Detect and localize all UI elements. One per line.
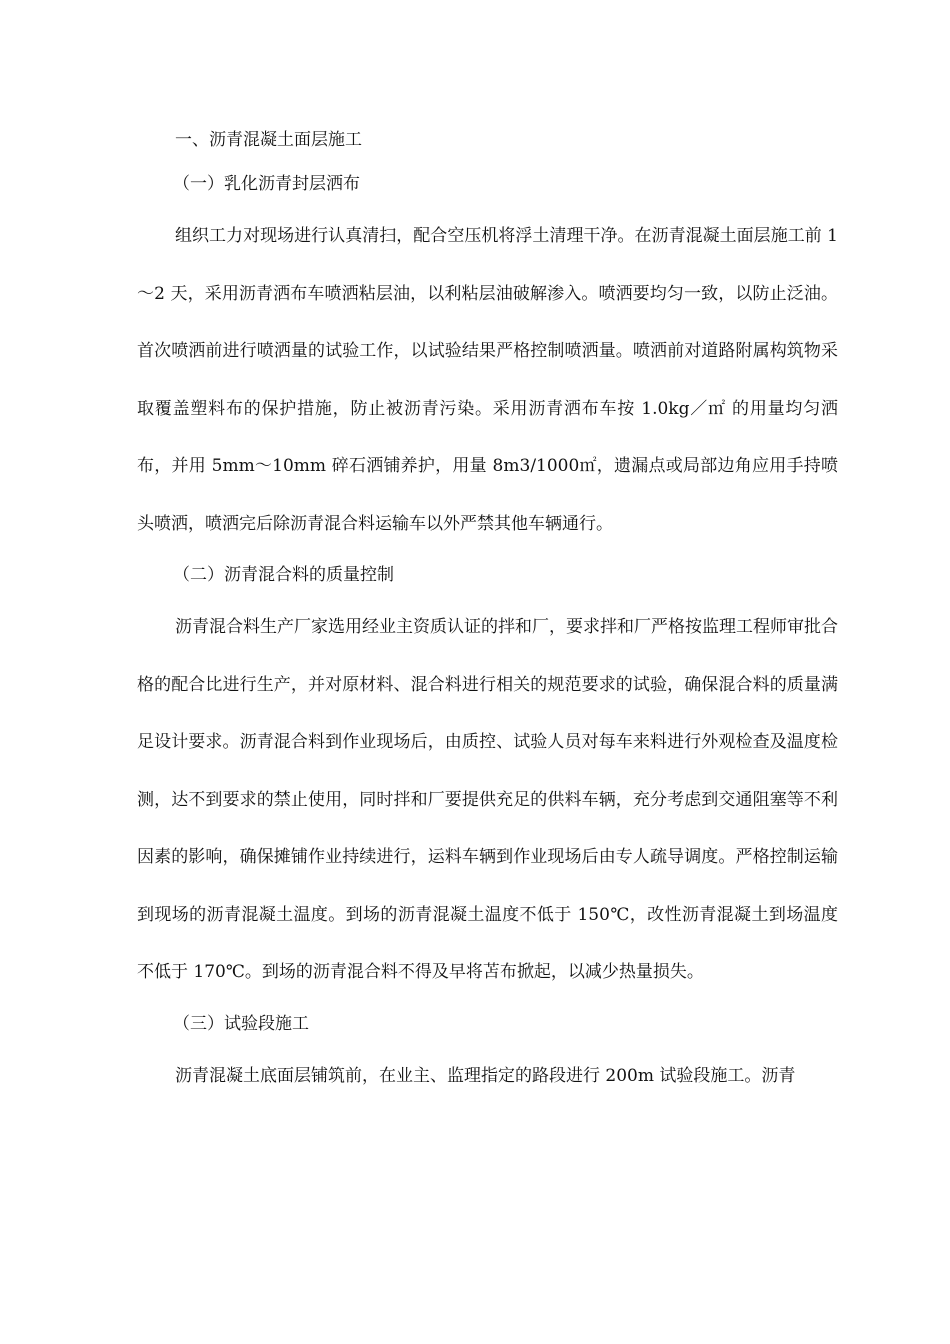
- section-heading-3: （三）试验段施工: [173, 1013, 309, 1034]
- document-page: [137, 118, 838, 1105]
- document-title: 一、沥青混凝土面层施工: [175, 130, 362, 150]
- section-paragraph-3: 沥青混凝土底面层铺筑前，在业主、监理指定的路段进行 200m 试验段施工。沥青: [175, 1065, 796, 1086]
- section-paragraph-1: 组织工力对现场进行认真清扫，配合空压机将浮土清理干净。在沥青混凝土面层施工前 1～2 天，采用沥青洒布车喷洒粘层油，以利粘层油破解渗入。喷洒要均匀一致，以防止泛油。首次喷洒前进行喷洒量的试验工作，以试验结果严格控制喷洒量。喷洒前对道路附属构筑物采取覆盖塑料布的保护措施，防止被沥青污染。采用沥青洒布车按 1.0kg／㎡ 的用量均匀洒布，并用 5mm～10mm 碎石洒铺养护，用量 8m3/1000㎡，遗漏点或局部边角应用手持喷头喷洒，喷洒完后除沥青混合料运输车以外严禁其他车辆通行。: [137, 226, 838, 534]
- section-paragraph-2: 沥青混合料生产厂家选用经业主资质认证的拌和厂，要求拌和厂严格按监理工程师审批合格的配合比进行生产，并对原材料、混合料进行相关的规范要求的试验，确保混合料的质量满足设计要求。沥青混合料到作业现场后，由质控、试验人员对每车来料进行外观检查及温度检测，达不到要求的禁止使用，同时拌和厂要提供充足的供料车辆，充分考虑到交通阻塞等不利因素的影响，确保摊铺作业持续进行，运料车辆到作业现场后由专人疏导调度。严格控制运输到现场的沥青混凝土温度。到场的沥青混凝土温度不低于 150℃，改性沥青混凝土到场温度不低于 170℃。到场的沥青混合料不得及早将苫布掀起，以减少热量损失。: [137, 617, 838, 982]
- section-heading-2: （二）沥青混合料的质量控制: [173, 565, 394, 585]
- section-heading-1: （一）乳化沥青封层洒布: [173, 174, 360, 194]
